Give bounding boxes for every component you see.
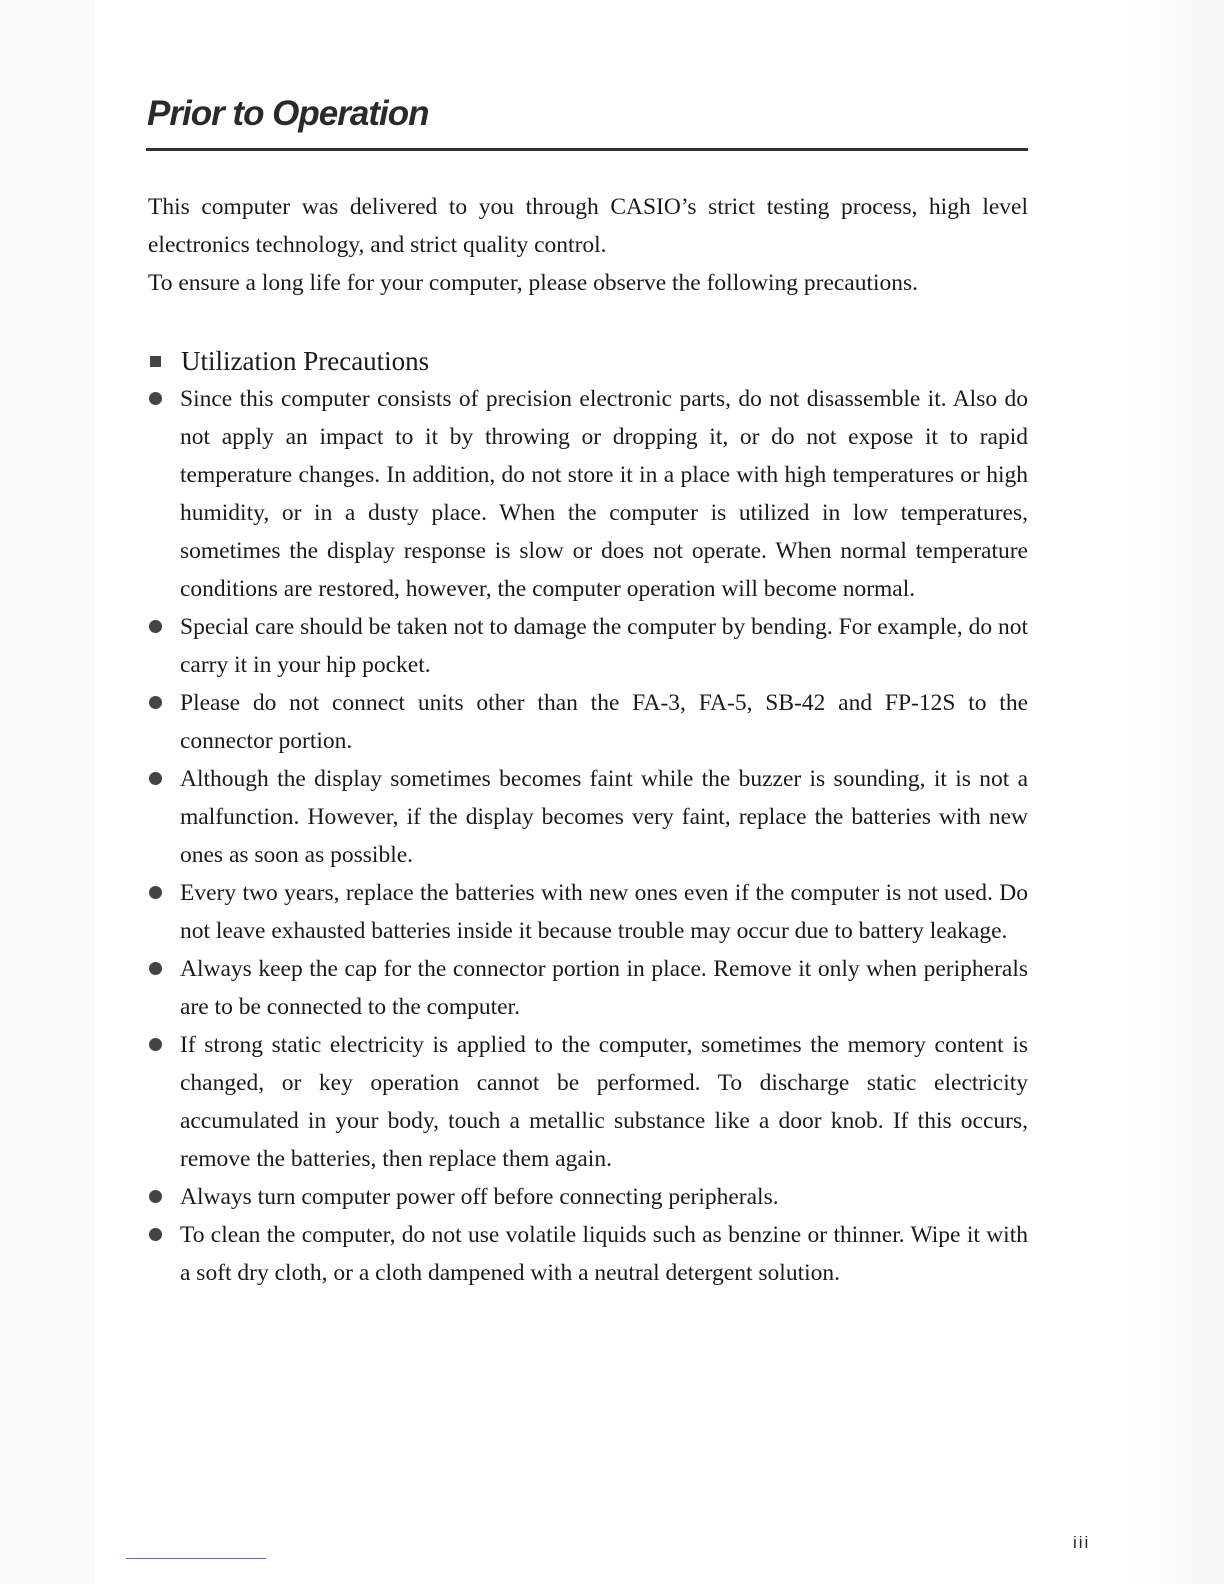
- scan-margin-left: [0, 0, 95, 1584]
- bullet-icon: [149, 1038, 162, 1051]
- bullet-icon: [149, 696, 162, 709]
- intro-section: [148, 188, 1028, 302]
- bullet-icon: [149, 1190, 162, 1203]
- intro-paragraph: This computer was delivered to you through CASIO’s strict testing process, high level electronics technology, and strict quality control.: [148, 194, 1028, 258]
- section-heading: [148, 342, 1028, 380]
- list-item: [148, 1178, 1028, 1216]
- list-item-text: If strong static electricity is applied to the computer, sometimes the memory content is changed, or key operation cannot be performed. To discharge static electricity accumulated in your body, touch a metallic substance like a door knob. If this occurs, remove the batteries, then replace them again.: [180, 1032, 1028, 1172]
- footer-rule: [126, 1558, 266, 1559]
- bullet-icon: [149, 1228, 162, 1241]
- list-item-text: To clean the computer, do not use volatile liquids such as benzine or thinner. Wipe it with a soft dry cloth, or a cloth dampened with a neutral detergent solution.: [180, 1222, 1028, 1286]
- scan-margin-right: [1124, 0, 1224, 1584]
- page-content: [148, 188, 1028, 1292]
- list-item-text: Every two years, replace the batteries with new ones even if the computer is not used. Do not leave exhausted batteries inside it because trouble may occur due to battery leakage.: [180, 880, 1028, 944]
- list-item: [148, 1026, 1028, 1178]
- page-number: iii: [1073, 1533, 1091, 1552]
- intro-paragraph: To ensure a long life for your computer, please observe the following precautions.: [148, 270, 919, 296]
- bullet-icon: [149, 392, 162, 405]
- bullet-icon: [149, 772, 162, 785]
- list-item: [148, 760, 1028, 874]
- list-item: [148, 608, 1028, 684]
- list-item: [148, 380, 1028, 608]
- list-item: [148, 874, 1028, 950]
- title-underline: [146, 148, 1028, 151]
- list-item-text: Please do not connect units other than the FA-3, FA-5, SB-42 and FP-12S to the connector portion.: [180, 690, 1028, 754]
- page-title: Prior to Operation: [147, 94, 429, 133]
- square-bullet-icon: [150, 356, 161, 367]
- list-item-text: Special care should be taken not to damage the computer by bending. For example, do not carry it in your hip pocket.: [180, 614, 1028, 678]
- list-item-text: Always keep the cap for the connector portion in place. Remove it only when peripherals are to be connected to the computer.: [180, 956, 1028, 1020]
- bullet-icon: [149, 886, 162, 899]
- list-item-text: Always turn computer power off before connecting peripherals.: [180, 1184, 779, 1210]
- precautions-list: [148, 380, 1028, 1292]
- list-item: [148, 684, 1028, 760]
- bullet-icon: [149, 962, 162, 975]
- list-item: [148, 1216, 1028, 1292]
- list-item-text: Although the display sometimes becomes faint while the buzzer is sounding, it is not a malfunction. However, if the display becomes very faint, replace the batteries with new ones as soon as possible.: [180, 766, 1028, 868]
- list-item-text: Since this computer consists of precision electronic parts, do not disassemble it. Also do not apply an impact to it by throwing or dropping it, or do not expose it to rapid temperature changes. In addition, do not store it in a place with high temperatures or high humidity, or in a dusty place. When the computer is utilized in low temperatures, sometimes the display response is slow or does not operate. When normal temperature conditions are restored, however, the computer operation will become normal.: [180, 386, 1028, 602]
- list-item: [148, 950, 1028, 1026]
- section-heading-text: Utilization Precautions: [181, 346, 430, 376]
- bullet-icon: [149, 620, 162, 633]
